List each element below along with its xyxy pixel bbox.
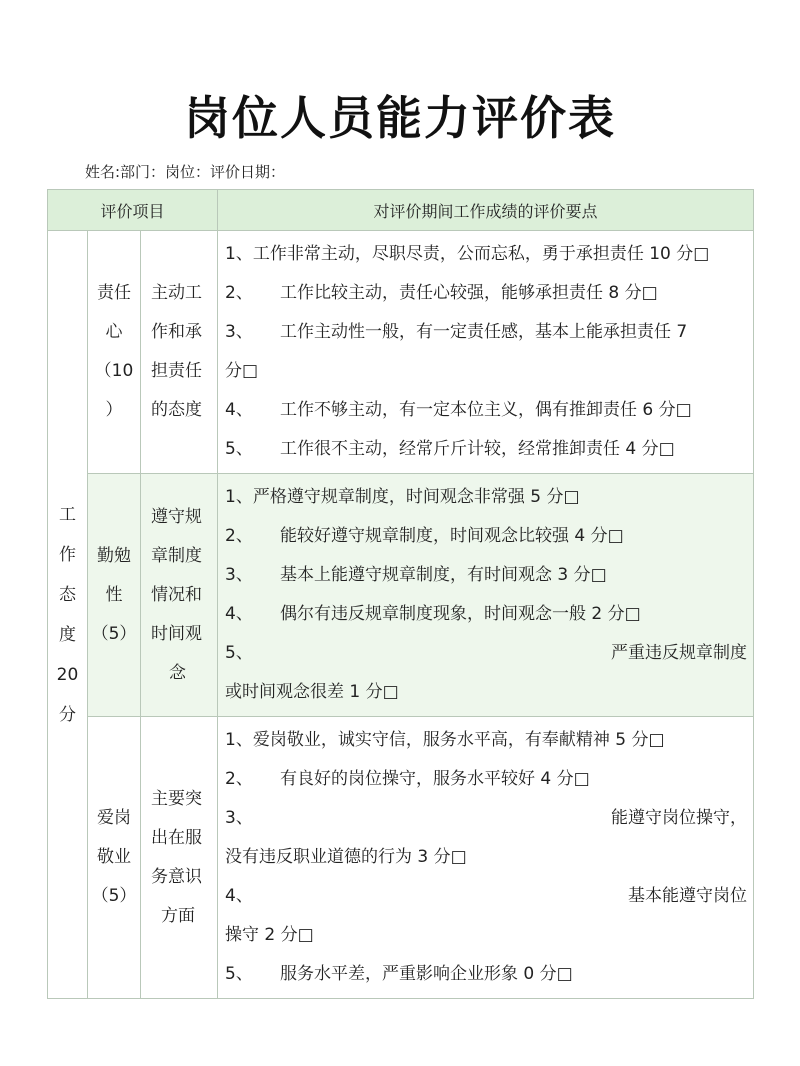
point-line: 4、 工作不够主动，有一定本位主义，偶有推卸责任 6 分□	[225, 400, 692, 420]
category-cell: 爱岗 敬业 （5）	[88, 717, 141, 999]
table-row	[48, 231, 754, 474]
points-cell	[218, 474, 754, 717]
point-line: 5、 服务水平差，严重影响企业形象 0 分□	[225, 964, 573, 984]
category-cell: 责任 心 （10 ）	[88, 231, 141, 474]
point-line: 5、 工作很不主动，经常斤斤计较，经常推卸责任 4 分□	[225, 439, 675, 459]
points-cell	[218, 231, 754, 474]
table-row	[48, 717, 754, 999]
point-line-continued: 操守 2 分□	[225, 925, 314, 945]
point-line: 2、 能较好遵守规章制度，时间观念比较强 4 分□	[225, 526, 624, 546]
point-line-continued: 或时间观念很差 1 分□	[225, 682, 399, 702]
point-line: 4、 基本能遵守岗位	[225, 886, 747, 906]
header-item: 评价项目	[48, 190, 218, 231]
point-line: 5、 严重违反规章制度	[225, 643, 747, 663]
point-line: 1、严格遵守规章制度，时间观念非常强 5 分□	[225, 487, 580, 507]
point-line: 1、工作非常主动，尽职尽责，公而忘私，勇于承担责任 10 分□	[225, 244, 710, 264]
page-title: 岗位人员能力评价表	[184, 91, 616, 145]
evaluation-table	[47, 189, 754, 999]
header-points: 对评价期间工作成绩的评价要点	[218, 190, 754, 231]
point-line-continued: 没有违反职业道德的行为 3 分□	[225, 847, 467, 867]
criteria-cell: 遵守规 章制度 情况和 时间观 念	[141, 474, 218, 717]
table-row	[48, 474, 754, 717]
category-cell: 勤勉 性 （5）	[88, 474, 141, 717]
group-cell-work-attitude: 工 作 态 度 20 分	[48, 231, 88, 999]
criteria-cell: 主要突 出在服 务意识 方面	[141, 717, 218, 999]
point-line-continued: 分□	[225, 361, 259, 381]
point-line: 4、 偶尔有违反规章制度现象，时间观念一般 2 分□	[225, 604, 641, 624]
table-header-row	[48, 190, 754, 231]
info-line: 姓名:部门：岗位：评价日期：	[85, 163, 286, 181]
point-line: 2、 有良好的岗位操守，服务水平较好 4 分□	[225, 769, 590, 789]
criteria-cell: 主动工 作和承 担责任 的态度	[141, 231, 218, 474]
point-line: 3、 能遵守岗位操守，	[225, 808, 747, 828]
point-line: 3、 基本上能遵守规章制度，有时间观念 3 分□	[225, 565, 607, 585]
point-line: 2、 工作比较主动，责任心较强，能够承担责任 8 分□	[225, 283, 658, 303]
point-line: 1、爱岗敬业，诚实守信，服务水平高，有奉献精神 5 分□	[225, 730, 665, 750]
points-cell	[218, 717, 754, 999]
point-line: 3、 工作主动性一般，有一定责任感，基本上能承担责任 7	[225, 322, 688, 342]
